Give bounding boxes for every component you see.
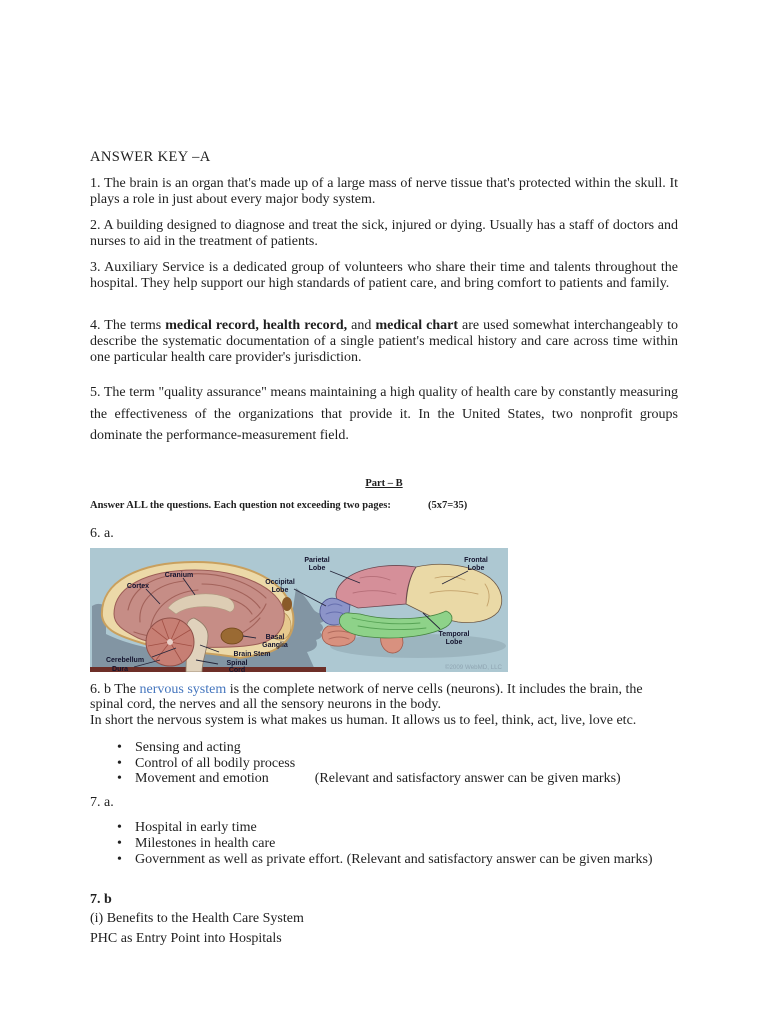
brain-figure — [90, 548, 508, 672]
list-item — [117, 771, 705, 787]
answer-6b-post: is the complete network of nerve cells (neurons). It includes the brain, the spinal cord, the nerves and all the sensory neurons in the body. — [90, 682, 643, 713]
answer-6b-pre: 6. b The — [90, 682, 140, 697]
label-cortex: Cortex — [126, 583, 150, 590]
list-item — [117, 820, 705, 836]
label-cord: Cord — [228, 667, 246, 672]
list-item — [117, 756, 705, 772]
q7b-label: 7. b — [90, 892, 112, 907]
page-title: ANSWER KEY –A — [90, 149, 211, 165]
label-ganglia: Ganglia — [262, 642, 288, 649]
label-dura: Dura — [112, 666, 128, 672]
label-basal: Basal — [265, 634, 285, 641]
q7a-bullet-list — [90, 820, 705, 868]
label-temporal-lobe: Lobe — [445, 639, 463, 646]
label-frontal: Frontal — [464, 557, 488, 564]
term-health-record: health record, — [262, 318, 348, 333]
label-occipital: Occipital — [265, 579, 295, 586]
bullet-text: Government as well as private effort. (Relevant and satisfactory answer can be given marks) — [135, 852, 653, 867]
q6a-label: 6. a. — [90, 526, 114, 541]
label-parietal: Parietal — [304, 557, 330, 564]
answer-3: 3. Auxiliary Service is a dedicated group of volunteers who share their time and talents throughout the hospital. They help support our high standards of patient care, and bring comfort to patients and family. — [90, 260, 678, 291]
q6-bullet-list — [90, 740, 705, 787]
list-item — [117, 852, 705, 868]
bullet-text: Control of all bodily process — [135, 755, 296, 771]
nervous-system-link[interactable]: nervous system — [139, 682, 227, 697]
list-item — [117, 836, 705, 852]
label-spinal: Spinal — [226, 660, 248, 667]
answer-4-mid2: and — [347, 318, 376, 333]
term-medical-record: medical record, — [165, 318, 259, 333]
label-cranium: Cranium — [164, 572, 194, 579]
answer-6b-line2: In short the nervous system is what makes us human. It allows us to feel, think, act, live, love etc. — [90, 712, 637, 728]
bullet-text: Movement and emotion — [135, 771, 269, 786]
watermark-text: ©2009 WebMD, LLC — [444, 664, 502, 671]
label-cerebellum: Cerebellum — [105, 657, 145, 664]
marks-note: (Relevant and satisfactory answer can be given marks) — [314, 771, 621, 786]
q7b-phc-line: PHC as Entry Point into Hospitals — [90, 931, 282, 946]
q7b-item-i: (i) Benefits to the Health Care System — [90, 911, 304, 926]
part-b-heading-row — [0, 475, 768, 492]
brain-diagram-svg — [90, 548, 508, 672]
basal-ganglia-shape — [221, 628, 243, 644]
label-occipital-lobe: Lobe — [271, 587, 289, 594]
instruction-text: Answer ALL the questions. Each question not exceeding two pages: — [90, 500, 391, 511]
answer-5: 5. The term "quality assurance" means maintaining a high quality of health care by constantly measuring the effectiveness of the organizations that provide it. In the United States, two nonprofit groups dominate the performance-measurement field. — [90, 385, 678, 443]
answer-4 — [90, 318, 678, 366]
answer-4-post: are used somewhat interchangeably to describe the systematic documentation of a single patient's medical history and care across time within one particular health care provider's jurisdiction. — [90, 318, 679, 365]
bullet-text: Hospital in early time — [135, 820, 257, 835]
bullet-text: Milestones in health care — [135, 836, 276, 851]
marks-scheme: (5x7=35) — [428, 500, 468, 511]
q7a-label: 7. a. — [90, 795, 114, 810]
lateral-brain-shadow — [330, 634, 506, 658]
label-frontal-lobe: Lobe — [467, 565, 485, 572]
term-medical-chart: medical chart — [375, 318, 459, 333]
answer-2: 2. A building designed to diagnose and treat the sick, injured or dying. Usually has a staff of doctors and nurses to aid in the treatment of patients. — [90, 218, 678, 249]
bullet-text: Sensing and acting — [135, 740, 241, 755]
answer-4-pre: 4. The terms — [90, 318, 166, 333]
answer-1: 1. The brain is an organ that's made up of a large mass of nerve tissue that's protected within the skull. It plays a role in just about every major body system. — [90, 176, 678, 207]
cerebellum-center — [167, 639, 173, 645]
instruction-row — [90, 499, 678, 512]
list-item — [117, 740, 705, 756]
part-b-heading: Part – B — [365, 478, 403, 489]
answer-6b — [90, 682, 678, 728]
label-brain-stem: Brain Stem — [233, 651, 271, 658]
label-temporal: Temporal — [438, 631, 470, 638]
label-parietal-lobe: Lobe — [308, 565, 326, 572]
